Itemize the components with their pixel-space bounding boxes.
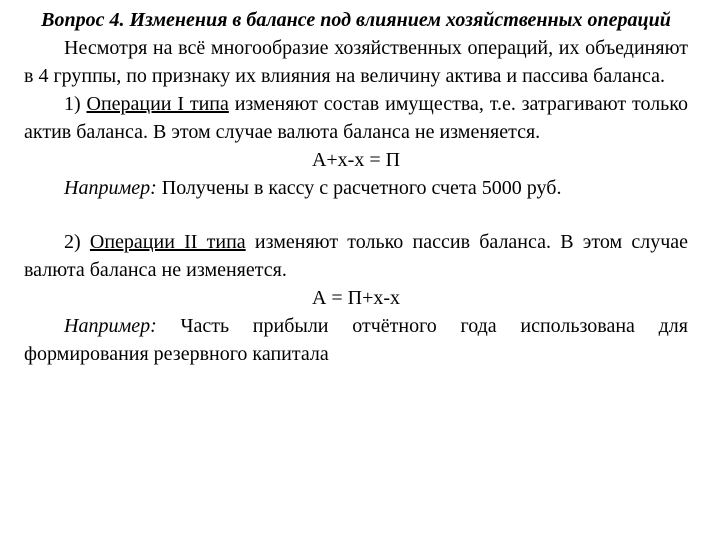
type1-example [24,174,688,202]
type1-paragraph [24,90,688,146]
type2-paragraph [24,228,688,284]
type1-text: изменяют состав имущества, т.е. затрагивают только актив баланса. В этом случае валюта баланса не изменяется. [24,93,688,143]
type1-heading: Операции I типа [86,93,229,115]
type1-example-text: Получены в кассу с расчетного счета 5000 руб. [161,177,562,199]
type2-example-text: Часть прибыли отчётного года использована для формирования резервного капитала [24,315,688,365]
type2-formula: А = П+х-х [311,287,401,309]
intro-paragraph: Несмотря на всё многообразие хозяйственных операций, их объединяют в 4 группы, по признаку их влияния на величину актива и пассива баланса. [24,37,688,87]
type2-heading: Операции II типа [89,231,246,253]
type2-example [24,312,688,368]
type1-number: 1) [64,93,81,115]
type1-example-label: Например: [64,177,157,199]
type2-text: изменяют только пассив баланса. В этом случае валюта баланса не изменяется. [24,231,689,281]
spacer [24,202,688,228]
type1-formula: А+х-х = П [311,149,401,171]
type2-number: 2) [64,231,81,253]
slide-title: Вопрос 4. Изменения в балансе под влиянием хозяйственных операций [41,9,671,31]
slide-content [24,8,688,368]
type2-example-label: Например: [64,315,157,337]
